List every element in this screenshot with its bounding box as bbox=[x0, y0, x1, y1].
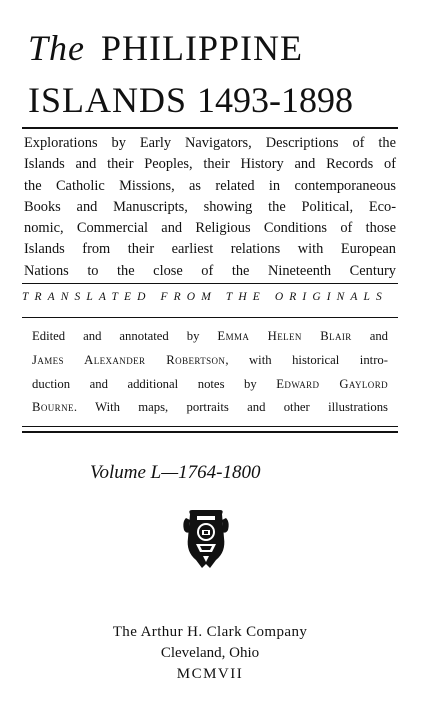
credit-text: , with historical intro- bbox=[225, 352, 388, 367]
publisher-emblem-icon bbox=[182, 508, 230, 570]
credit-line bbox=[32, 396, 388, 420]
editor-name: Bourne bbox=[32, 400, 74, 415]
translated-from-originals: TRANSLATED FROM THE ORIGINALS bbox=[22, 291, 388, 303]
credit-text: . With maps, portraits and other illustrations bbox=[73, 400, 388, 415]
publisher-block bbox=[60, 622, 360, 685]
description-line: the Catholic Missions, as related in contemporaneous bbox=[24, 177, 396, 194]
description-line: Explorations by Early Navigators, Descriptions of the bbox=[24, 135, 396, 151]
editors-credit bbox=[32, 325, 388, 420]
title-word-philippine: PHILIPPINE bbox=[101, 28, 304, 68]
title-article: The bbox=[28, 28, 85, 68]
title-word-islands: ISLANDS bbox=[28, 80, 188, 120]
publisher-name: The Arthur H. Clark Company bbox=[112, 624, 308, 640]
divider-rule bbox=[22, 317, 398, 318]
title-years: 1493-1898 bbox=[197, 80, 354, 120]
description-line: Nations to the close of the Nineteenth Century bbox=[24, 262, 396, 279]
credit-text: duction and additional notes by bbox=[32, 376, 257, 391]
description-block bbox=[24, 133, 396, 282]
description-line: nomic, Commercial and Religious Conditions of those bbox=[24, 220, 396, 237]
credit-text: Edited and annotated by bbox=[32, 329, 200, 343]
divider-rule bbox=[22, 426, 398, 427]
publisher-city: Cleveland, Ohio bbox=[160, 645, 260, 661]
title-line-1 bbox=[28, 28, 408, 68]
credit-line bbox=[32, 325, 388, 349]
description-line: Islands from their earliest relations with European bbox=[24, 241, 396, 258]
divider-rule bbox=[22, 127, 398, 129]
volume-label: Volume L—1764-1800 bbox=[90, 462, 261, 483]
editor-name: Emma Helen Blair bbox=[217, 329, 352, 343]
editor-name: James Alexander Robertson bbox=[32, 352, 226, 367]
divider-rule bbox=[22, 431, 398, 433]
credit-text: and bbox=[369, 329, 389, 343]
editor-name: Edward Gaylord bbox=[276, 376, 389, 391]
credit-line bbox=[32, 349, 388, 373]
title-line-2 bbox=[28, 80, 408, 120]
description-line: Books and Manuscripts, showing the Political, Eco- bbox=[24, 198, 396, 215]
publication-year: MCMVII bbox=[176, 666, 244, 682]
divider-rule bbox=[22, 283, 398, 284]
description-line: Islands and their Peoples, their History and Records of bbox=[24, 156, 396, 173]
credit-line bbox=[32, 373, 388, 397]
